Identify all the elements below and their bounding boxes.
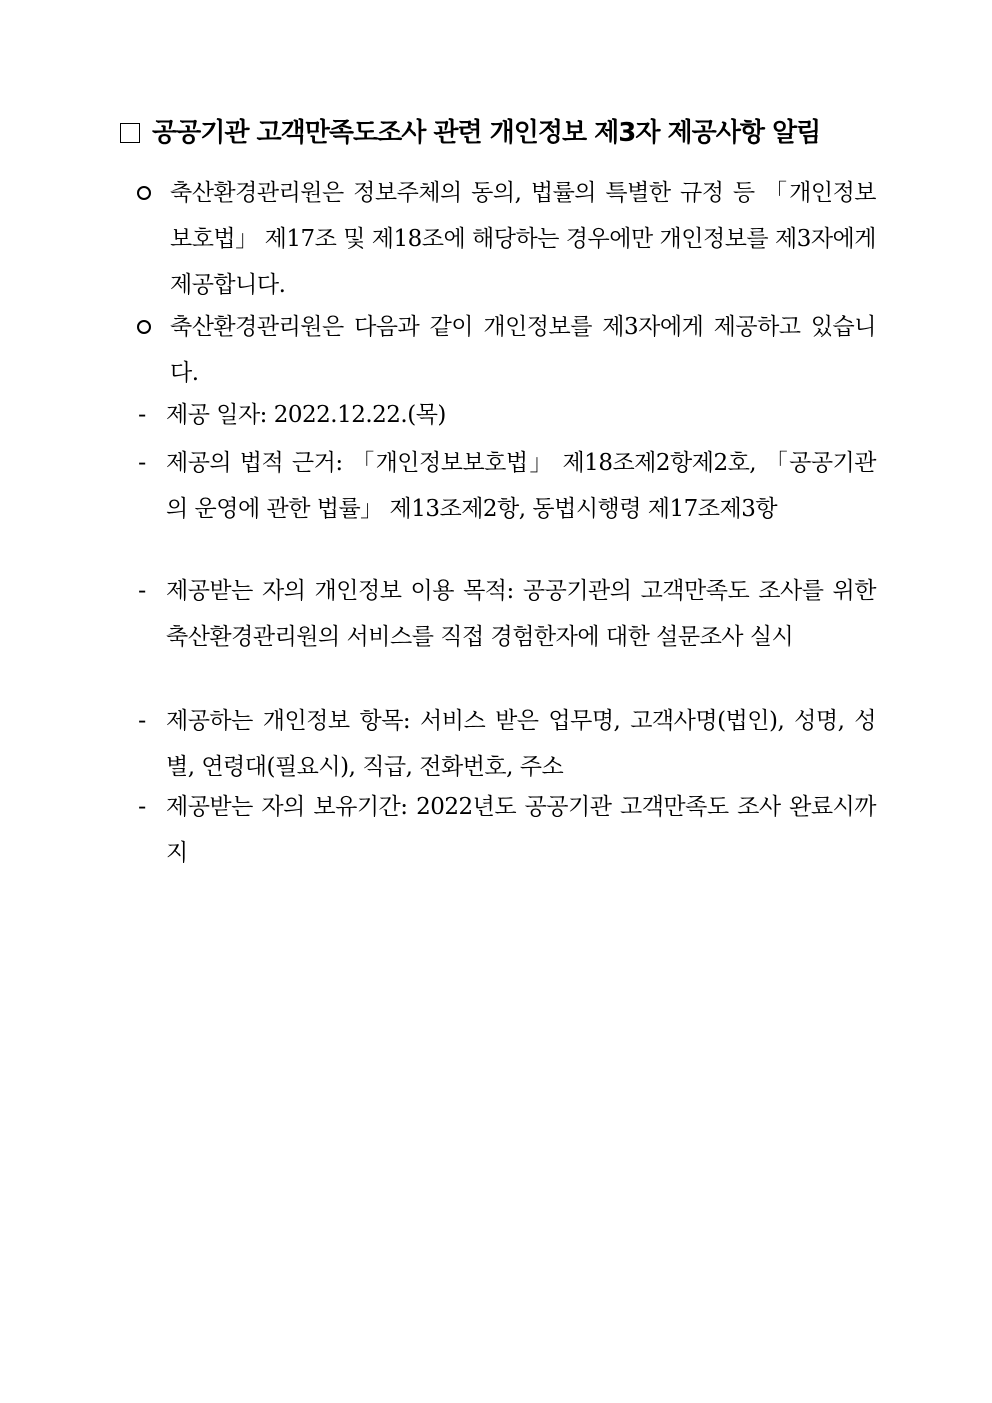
document-title-line <box>120 112 900 149</box>
detail-text: 제공하는 개인정보 항목: 서비스 받은 업무명, 고객사명(법인), 성명, 성별, 연령대(필요시), 직급, 전화번호, 주소 <box>166 708 876 780</box>
dash-marker: - <box>138 708 146 734</box>
circle-bullet-icon <box>134 170 166 216</box>
bullet-text: 축산환경관리원은 정보주체의 동의, 법률의 특별한 규정 등 「개인정보보호법」 제17조 및 제18조에 해당하는 경우에만 개인정보를 제3자에게 제공합니다. <box>170 180 876 298</box>
circle-bullet-icon <box>134 304 166 350</box>
document-title: 공공기관 고객만족도조사 관련 개인정보 제3자 제공사항 알림 <box>152 118 821 148</box>
bullet-item-2 <box>134 304 876 396</box>
bullet-text: 축산환경관리원은 다음과 같이 개인정보를 제3자에게 제공하고 있습니다. <box>170 314 876 386</box>
checkbox-square-icon <box>120 123 140 143</box>
dash-marker: - <box>138 450 146 476</box>
detail-item-legal-basis <box>138 440 876 532</box>
detail-item-purpose <box>138 568 876 660</box>
detail-text: 제공받는 자의 개인정보 이용 목적: 공공기관의 고객만족도 조사를 위한 축산환경관리원의 서비스를 직접 경험한자에 대한 설문조사 실시 <box>166 578 876 650</box>
detail-text: 제공의 법적 근거: 「개인정보보호법」 제18조제2항제2호, 「공공기관의 운영에 관한 법률」 제13조제2항, 동법시행령 제17조제3항 <box>166 450 876 522</box>
detail-item-date <box>138 392 876 438</box>
dash-marker: - <box>138 794 146 820</box>
detail-text: 제공받는 자의 보유기간: 2022년도 공공기관 고객만족도 조사 완료시까지 <box>166 794 876 866</box>
dash-marker: - <box>138 578 146 604</box>
bullet-item-1 <box>134 170 876 308</box>
detail-text: 제공 일자: 2022.12.22.(목) <box>166 402 446 428</box>
dash-marker: - <box>138 402 146 428</box>
detail-item-retention <box>138 784 876 876</box>
detail-item-fields <box>138 698 876 790</box>
